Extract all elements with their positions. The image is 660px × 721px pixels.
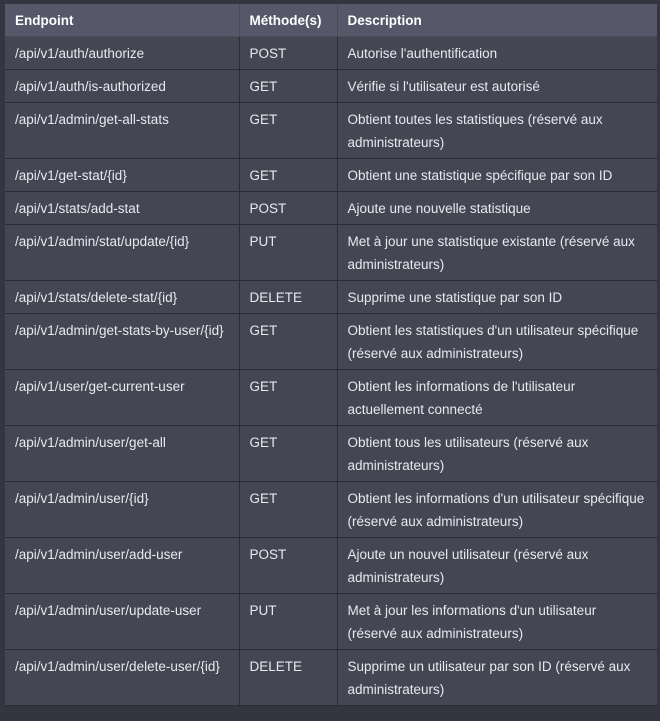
table-row bbox=[5, 281, 657, 314]
cell-endpoint: /api/v1/admin/user/update-user bbox=[5, 594, 239, 650]
cell-endpoint: /api/v1/admin/user/{id} bbox=[5, 482, 239, 538]
cell-description: Met à jour les informations d'un utilisateur (réservé aux administrateurs) bbox=[337, 594, 657, 650]
cell-endpoint: /api/v1/stats/delete-stat/{id} bbox=[5, 281, 239, 314]
cell-description: Obtient les statistiques d'un utilisateur spécifique (réservé aux administrateurs) bbox=[337, 314, 657, 370]
table-row bbox=[5, 370, 657, 426]
cell-method: GET bbox=[239, 314, 337, 370]
cell-endpoint: /api/v1/auth/authorize bbox=[5, 37, 239, 70]
cell-method: DELETE bbox=[239, 281, 337, 314]
header-description: Description bbox=[337, 4, 657, 37]
cell-description: Vérifie si l'utilisateur est autorisé bbox=[337, 70, 657, 103]
table-row bbox=[5, 37, 657, 70]
cell-method: GET bbox=[239, 482, 337, 538]
cell-endpoint: /api/v1/get-stat/{id} bbox=[5, 159, 239, 192]
table-row bbox=[5, 594, 657, 650]
table-row bbox=[5, 103, 657, 159]
table-header bbox=[5, 4, 657, 37]
cell-description: Autorise l'authentification bbox=[337, 37, 657, 70]
cell-method: GET bbox=[239, 159, 337, 192]
cell-endpoint: /api/v1/user/get-current-user bbox=[5, 370, 239, 426]
cell-description: Ajoute un nouvel utilisateur (réservé aux administrateurs) bbox=[337, 538, 657, 594]
cell-endpoint: /api/v1/admin/user/get-all bbox=[5, 426, 239, 482]
cell-method: GET bbox=[239, 370, 337, 426]
cell-endpoint: /api/v1/admin/user/delete-user/{id} bbox=[5, 650, 239, 706]
cell-description: Obtient une statistique spécifique par son ID bbox=[337, 159, 657, 192]
cell-endpoint: /api/v1/admin/get-stats-by-user/{id} bbox=[5, 314, 239, 370]
table-row bbox=[5, 538, 657, 594]
cell-method: POST bbox=[239, 192, 337, 225]
cell-method: POST bbox=[239, 37, 337, 70]
cell-method: PUT bbox=[239, 594, 337, 650]
cell-method: GET bbox=[239, 426, 337, 482]
cell-endpoint: /api/v1/admin/stat/update/{id} bbox=[5, 225, 239, 281]
cell-method: GET bbox=[239, 70, 337, 103]
table-row bbox=[5, 192, 657, 225]
endpoints-table bbox=[5, 4, 657, 706]
table-row bbox=[5, 482, 657, 538]
table-body bbox=[5, 37, 657, 706]
cell-method: PUT bbox=[239, 225, 337, 281]
cell-method: POST bbox=[239, 538, 337, 594]
cell-description: Obtient les informations de l'utilisateur actuellement connecté bbox=[337, 370, 657, 426]
cell-endpoint: /api/v1/stats/add-stat bbox=[5, 192, 239, 225]
table-row bbox=[5, 159, 657, 192]
header-endpoint: Endpoint bbox=[5, 4, 239, 37]
table-row bbox=[5, 650, 657, 706]
cell-description: Obtient les informations d'un utilisateur spécifique (réservé aux administrateurs) bbox=[337, 482, 657, 538]
cell-endpoint: /api/v1/admin/get-all-stats bbox=[5, 103, 239, 159]
cell-description: Met à jour une statistique existante (réservé aux administrateurs) bbox=[337, 225, 657, 281]
cell-description: Obtient tous les utilisateurs (réservé aux administrateurs) bbox=[337, 426, 657, 482]
table-row bbox=[5, 70, 657, 103]
cell-description: Supprime un utilisateur par son ID (réservé aux administrateurs) bbox=[337, 650, 657, 706]
header-row bbox=[5, 4, 657, 37]
table-row bbox=[5, 426, 657, 482]
cell-description: Obtient toutes les statistiques (réservé aux administrateurs) bbox=[337, 103, 657, 159]
cell-description: Ajoute une nouvelle statistique bbox=[337, 192, 657, 225]
cell-endpoint: /api/v1/auth/is-authorized bbox=[5, 70, 239, 103]
cell-method: GET bbox=[239, 103, 337, 159]
cell-endpoint: /api/v1/admin/user/add-user bbox=[5, 538, 239, 594]
table-row bbox=[5, 314, 657, 370]
table-row bbox=[5, 225, 657, 281]
cell-description: Supprime une statistique par son ID bbox=[337, 281, 657, 314]
cell-method: DELETE bbox=[239, 650, 337, 706]
header-methods: Méthode(s) bbox=[239, 4, 337, 37]
